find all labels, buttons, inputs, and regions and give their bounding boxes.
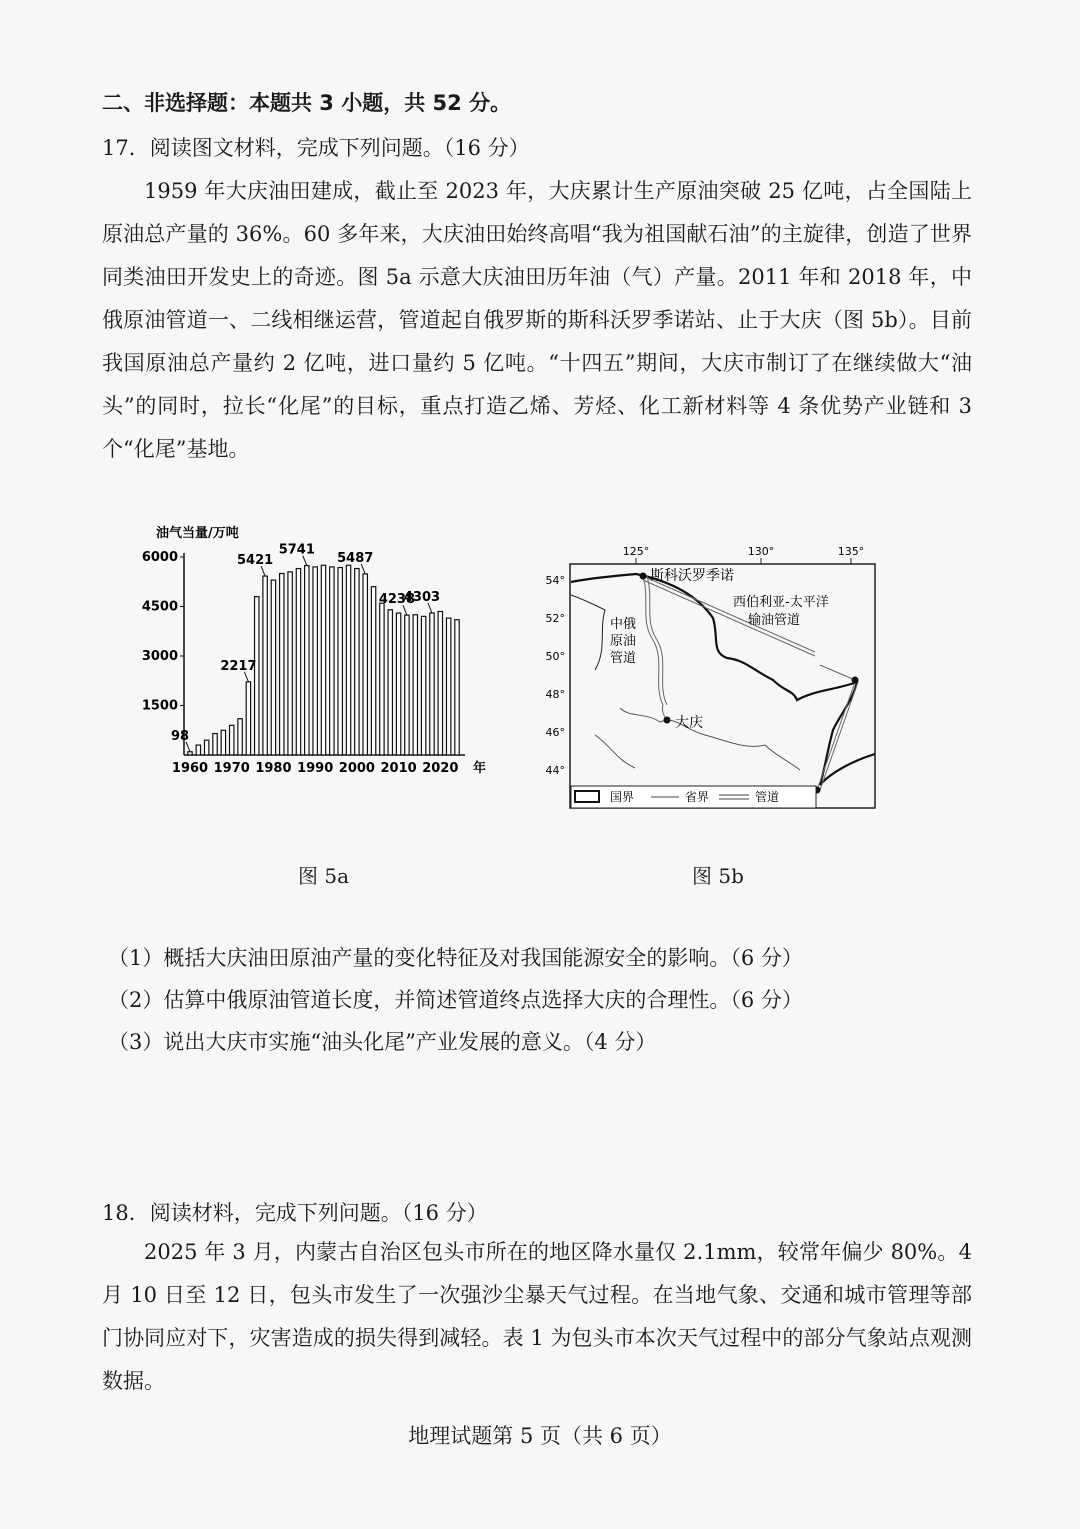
chart-bar — [455, 620, 459, 755]
chart-xtick-label: 2020 — [422, 761, 459, 776]
legend-province: 省界 — [685, 790, 710, 804]
figure-5b-caption: 图 5b — [692, 864, 744, 888]
lat-46: 46° — [545, 726, 565, 739]
chart-ytick-label: 3000 — [141, 649, 178, 664]
chart-data-label: 4238 — [378, 592, 416, 608]
chart-bar — [413, 615, 417, 755]
chart-bar — [305, 566, 309, 755]
q18-title: 18．阅读材料，完成下列问题。（16 分） — [102, 1201, 488, 1225]
label-zhonge-2: 原油 — [610, 634, 637, 649]
figure-5a-caption: 图 5a — [298, 864, 350, 888]
chart-bar — [396, 613, 400, 755]
chart-bar — [196, 745, 200, 755]
figure-5a-chart — [130, 515, 500, 790]
lat-44: 44° — [545, 764, 565, 777]
chart-bar — [388, 610, 392, 755]
chart-xtick-label: 2000 — [338, 761, 375, 776]
figure-5b-map — [535, 540, 880, 810]
chart-bar — [230, 725, 234, 755]
zhonge-pipeline — [643, 576, 667, 720]
chart-data-label: 2217 — [220, 658, 257, 674]
chart-bar — [188, 752, 192, 755]
lat-54: 54° — [545, 574, 565, 587]
lon-130: 130° — [747, 545, 775, 558]
chart-bar — [338, 568, 342, 755]
chart-bar — [346, 565, 350, 755]
chart-bar — [246, 682, 250, 755]
chart-bar — [363, 574, 367, 755]
chart-bar — [321, 565, 325, 755]
chart-bar — [421, 616, 425, 755]
q17-sub-2: （2）估算中俄原油管道长度，并简述管道终点选择大庆的合理性。（6 分） — [108, 988, 803, 1012]
chart-bar — [255, 597, 259, 755]
chart-xtick-label: 2010 — [380, 761, 417, 776]
chart-ytick-label: 6000 — [141, 550, 178, 565]
chart-data-label: 98 — [170, 728, 190, 744]
chart-xtick-label: 1960 — [171, 761, 209, 776]
chart-data-label: 5487 — [337, 550, 374, 566]
chart-bar — [355, 569, 359, 755]
chart-bar — [371, 587, 375, 755]
chart-bar — [405, 615, 409, 755]
chart-data-label: 5421 — [237, 553, 274, 569]
q17-title: 17．阅读图文材料，完成下列问题。（16 分） — [102, 136, 530, 160]
chart-bar — [313, 567, 317, 755]
chart-bar — [446, 618, 450, 755]
page-footer: 地理试题第 5 页（共 6 页） — [408, 1424, 672, 1448]
q17-sub-3: （3）说出大庆市实施“油头化尾”产业发展的意义。（4 分） — [108, 1030, 657, 1054]
map-frame — [570, 564, 875, 808]
chart-bar — [204, 740, 208, 755]
section-header: 二、非选择题：本题共 3 小题，共 52 分。 — [102, 91, 512, 115]
chart-bar — [380, 603, 384, 755]
label-daqing: 大庆 — [675, 715, 703, 731]
chart-bar — [238, 719, 242, 755]
chart-ylabel: 油气当量/万吨 — [156, 526, 239, 541]
chart-bar — [430, 613, 434, 755]
point-skovorodino — [640, 573, 647, 580]
label-zhonge-1: 中俄 — [610, 617, 637, 632]
river-border — [571, 595, 605, 670]
chart-bar — [213, 734, 217, 755]
label-zhonge-3: 管道 — [610, 651, 637, 666]
chart-bar — [271, 580, 275, 755]
chart-bar — [330, 567, 334, 755]
chart-bar — [263, 576, 267, 755]
label-espo-1: 西伯利亚-太平洋 — [733, 595, 829, 610]
chart-bar — [280, 574, 284, 756]
q18-paragraph: 2025 年 3 月，内蒙古自治区包头市所在的地区降水量仅 2.1mm，较常年偏少 80%。4 月 10 日至 12 日，包头市发生了一次强沙尘暴天气过程。在当地气象、交通和城市管理等部门协同应对下，灾害造成的损失得到减轻。表 1 为包头市本次天气过程中的部分气象站点观测数据。 — [102, 1240, 972, 1393]
point-daqing — [664, 717, 671, 724]
legend-border: 国界 — [610, 790, 635, 804]
chart-bar — [438, 611, 442, 755]
label-espo-2: 输油管道 — [748, 613, 801, 628]
province-border-2 — [595, 735, 635, 768]
lat-50: 50° — [545, 650, 565, 663]
point-espo-bend — [852, 677, 859, 684]
chart-xtick-label: 1990 — [297, 761, 334, 776]
chart-ytick-label: 4500 — [141, 599, 178, 615]
lon-135: 135° — [837, 545, 865, 558]
legend-pipeline: 管道 — [755, 790, 780, 804]
lat-48: 48° — [545, 688, 565, 701]
chart-data-label: 4303 — [403, 590, 441, 606]
chart-data-label: 5741 — [278, 542, 315, 558]
chart-bar — [288, 572, 292, 755]
lat-52: 52° — [545, 612, 565, 625]
chart-ytick-label: 1500 — [141, 698, 178, 714]
q17-paragraph: 1959 年大庆油田建成，截止至 2023 年，大庆累计生产原油突破 25 亿吨，占全国陆上原油总产量的 36%。60 多年来，大庆油田始终高唱“我为祖国献石油”的主旋律，创造了世界同类油田开发史上的奇迹。图 5a 示意大庆油田历年油（气）产量。2011 年和 2018 年，中俄原油管道一、二线相继运营，管道起自俄罗斯的斯科沃罗季诺站、止于大庆（图 5b）。目前我国原油总产量约 2 亿吨，进口量约 5 亿吨。“十四五”期间，大庆市制订了在继续做大“油头”的同时，拉长“化尾”的目标，重点打造乙烯、芳烃、化工新材料等 4 条优势产业链和 3 个“化尾”基地。 — [102, 179, 972, 461]
lon-125: 125° — [622, 545, 650, 558]
q17-sub-1: （1）概括大庆油田原油产量的变化特征及对我国能源安全的影响。（6 分） — [108, 946, 803, 970]
chart-xtick-label: 1980 — [255, 761, 292, 776]
chart-bar — [296, 569, 300, 755]
label-skovorodino: 斯科沃罗季诺 — [650, 568, 734, 584]
chart-bar — [221, 730, 225, 755]
chart-xtick-label: 1970 — [213, 761, 250, 776]
province-border — [620, 708, 800, 770]
chart-xlabel: 年 — [473, 761, 487, 776]
